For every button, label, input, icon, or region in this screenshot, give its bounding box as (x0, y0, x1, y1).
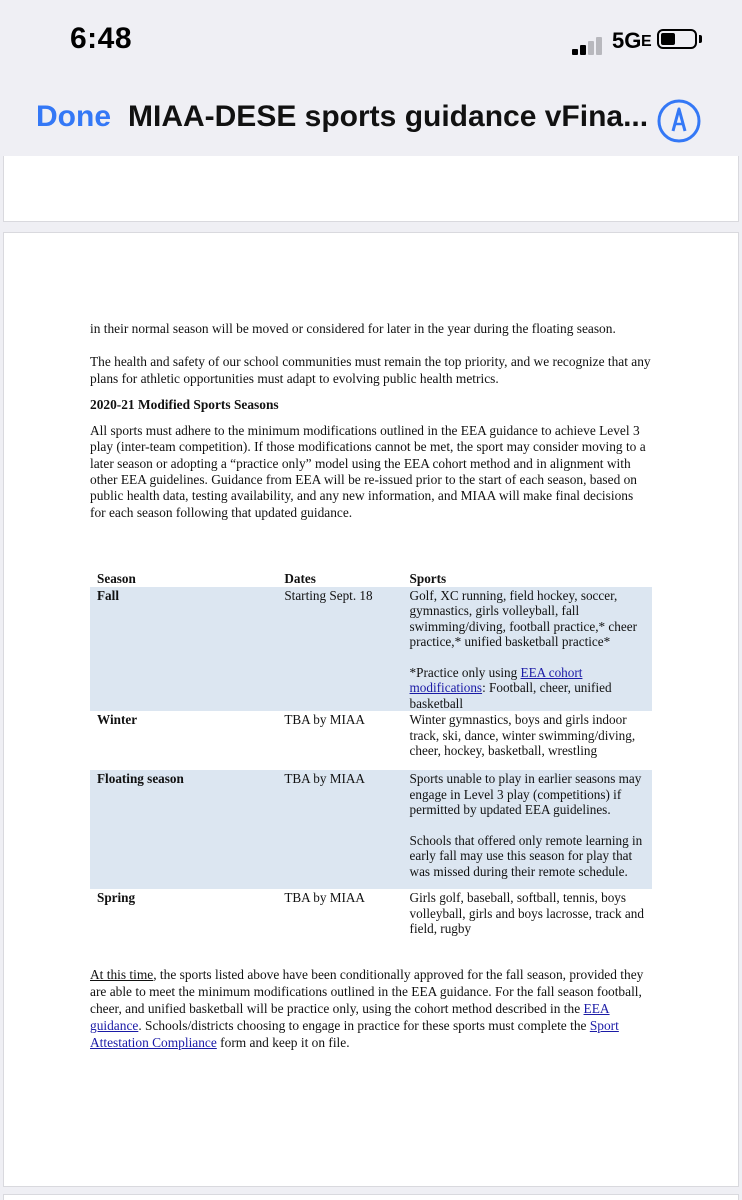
header-sports: Sports (409, 571, 447, 586)
table-row (90, 711, 652, 770)
dates-spring: TBA by MIAA (284, 890, 365, 905)
next-page-edge (3, 1194, 739, 1200)
sports-floating-extra: Schools that offered only remote learning in early fall may use this season for play that was missed during their remote schedule. (409, 832, 643, 879)
season-spring: Spring (97, 890, 136, 905)
sports-floating (403, 770, 652, 889)
sports-winter: Winter gymnastics, boys and girls indoor track, ski, dance, winter swimming/diving, cheer, hockey, basketball, wrestling (409, 712, 636, 758)
paragraph-modifications: All sports must adhere to the minimum modifications outlined in the EEA guidance to achieve Level 3 play (inter-team competition). If those modifications cannot be met, the sport may consider moving to a later season or adopting a “practice only” model using the EEA cohort method and in alignment with other EEA guidelines. Guidance from EEA will be re-issued prior to the start of each season, based on public health data, testing availability, and any new information, and MIAA will make final decisions for each season following that updated guidance. (90, 423, 646, 520)
sports-fall (403, 587, 652, 712)
document-body (90, 321, 652, 521)
status-time: 6:48 (70, 22, 133, 55)
document-title: MIAA-DESE sports guidance vFina... (128, 100, 649, 133)
dates-winter: TBA by MIAA (284, 712, 365, 727)
battery-icon (657, 29, 697, 49)
sports-spring: Girls golf, baseball, softball, tennis, boys volleyball, girls and boys lacrosse, track and field, rugby (409, 890, 644, 936)
battery-cap (699, 35, 702, 43)
closing-lead: At this time (90, 967, 154, 982)
table-row (90, 587, 652, 712)
closing-paragraph (90, 966, 652, 1051)
closing-part3: form and keep it on file. (216, 1035, 350, 1050)
season-floating: Floating season (97, 771, 184, 786)
table-row (90, 889, 652, 950)
note-suffix: : Football, cheer, unified basketball (409, 680, 612, 711)
table-row (90, 770, 652, 889)
seasons-table (90, 571, 652, 950)
previous-page (3, 156, 739, 222)
season-fall: Fall (97, 587, 119, 603)
note-prefix: *Practice only using (409, 664, 521, 680)
header-season: Season (97, 571, 136, 586)
table-header-row (90, 571, 652, 587)
header-dates: Dates (284, 571, 316, 586)
sports-fall-list: Golf, XC running, field hockey, soccer, gymnastics, girls volleyball, fall swimming/diving, football practice,* cheer practice,* unified basketball practice* (409, 587, 637, 649)
dates-fall: Starting Sept. 18 (277, 587, 402, 712)
network-suffix: E (641, 33, 652, 50)
section-heading: 2020-21 Modified Sports Seasons (90, 396, 279, 412)
dates-floating: TBA by MIAA (277, 770, 402, 889)
closing-part1: , the sports listed above have been conditionally approved for the fall season, provided they are able to meet the minimum modifications outlined in the EEA guidance. For the fall season football, cheer, and unified basketball will be practice only, using the cohort method described in the (90, 967, 644, 1016)
markup-icon[interactable] (655, 97, 703, 145)
sport-attestation-link[interactable]: Sport Attestation Compliance (90, 1018, 619, 1050)
closing-part2: . Schools/districts choosing to engage in practice for these sports must complete the (138, 1018, 590, 1033)
signal-icon (572, 35, 606, 55)
status-bar (0, 0, 742, 80)
paragraph-health: The health and safety of our school communities must remain the top priority, and we recognize that any plans for athletic opportunities must adapt to evolving public health metrics. (90, 354, 651, 386)
eea-guidance-link[interactable]: EEA guidance (90, 1001, 610, 1033)
done-button[interactable]: Done (36, 100, 111, 133)
network-label: 5G (612, 28, 642, 53)
season-winter: Winter (97, 712, 138, 727)
eea-cohort-link[interactable]: EEA cohort modifications (409, 664, 583, 695)
fall-practice-note (410, 665, 648, 712)
sports-floating-text: Sports unable to play in earlier seasons may engage in Level 3 play (competitions) if permitted by updated EEA guidelines. (409, 771, 642, 817)
paragraph-floating: in their normal season will be moved or considered for later in the year during the floating season. (90, 321, 616, 336)
